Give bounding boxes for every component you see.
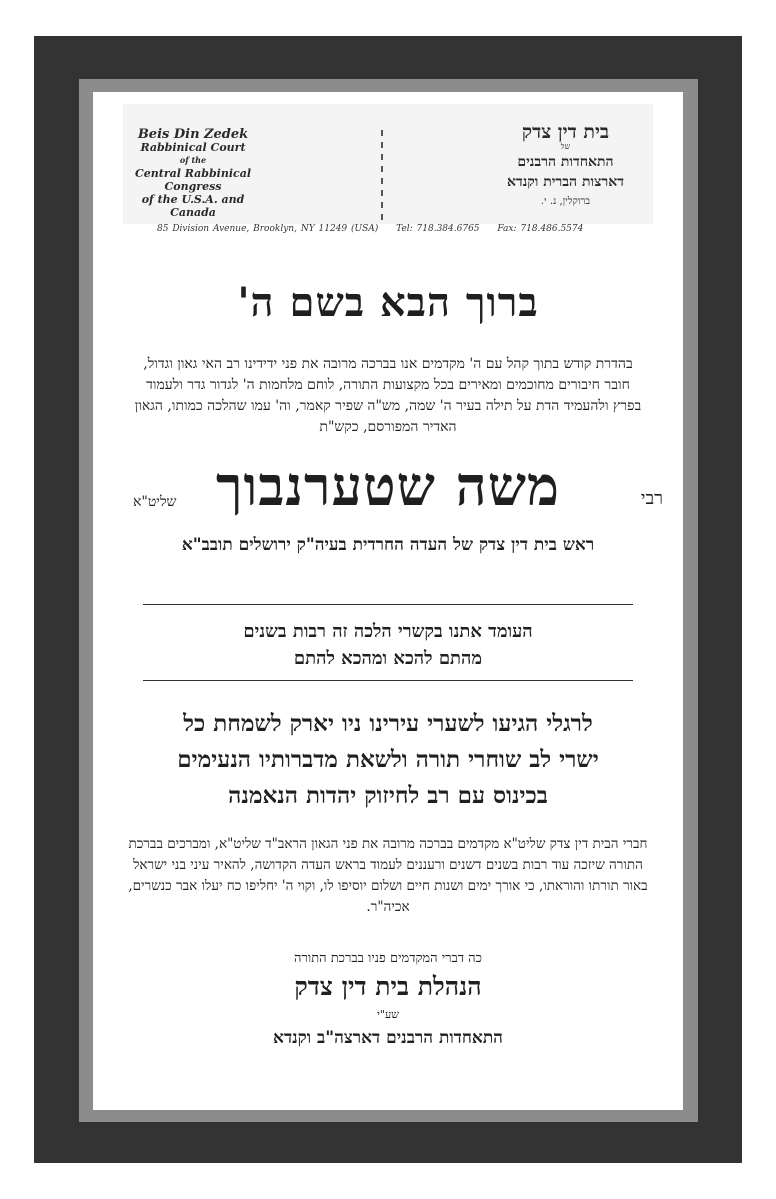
letterhead-contact <box>157 224 597 234</box>
divider-top <box>143 604 633 605</box>
welcome-line-3: בכינוס עם רב לחיזוק יהדות הנאמנה <box>228 782 548 809</box>
english-line-4: Central Rabbinical Congress <box>134 167 252 193</box>
address-text: 85 Division Avenue, Brooklyn, NY 11249 (USA) <box>157 224 379 234</box>
hebrew-line-2: של <box>560 142 571 151</box>
letterhead-divider <box>378 130 386 200</box>
english-line-1: Beis Din Zedek <box>137 127 249 142</box>
standing-block <box>93 618 683 672</box>
hebrew-line-3: התאחדות הרבנים <box>517 154 614 170</box>
phone-text: Tel: 718.384.6765 <box>396 224 480 234</box>
letterhead <box>123 104 653 224</box>
hebrew-line-4: דארצות הברית וקנדא <box>506 174 625 190</box>
welcome-block <box>133 706 643 814</box>
greeting-heading: ברוך הבא בשם ה' <box>237 279 539 326</box>
honoree-row <box>93 454 683 524</box>
hebrew-line-5: ברוקלין, נ. י. <box>540 196 591 207</box>
closing-line-3: שע"י <box>377 1008 399 1021</box>
intro-paragraph: בהדרת קודש בתוך קהל עם ה' מקדמים אנו בברכה מרובה את פני ידידינו רב האי גאון וגדול, חובר חיבורים מחוכמים ומאירים בכל מקצועות התורה, לוחם מלחמות ה' לגדור גדר ולעמוד בפרץ ולהעמיד הדת על תילה בעיר ה' שמה, מש"ה שפיר קאמר, וה' עמו שהלכה כמותו, הגאון האדיר המפורסם, כקש"ת <box>134 356 642 435</box>
english-line-5: of the U.S.A. and Canada <box>141 193 245 219</box>
standing-line-1: העומד אתנו בקשרי הלכה זה רבות בשנים <box>243 621 533 642</box>
welcome-line-2: ישרי לב שוחרי תורה ולשאת מדברותיו הנעימים <box>177 746 599 773</box>
english-line-3: of the <box>179 155 207 165</box>
divider-bottom <box>143 680 633 681</box>
honoree-prefix: רבי <box>640 488 663 509</box>
hebrew-line-1: בית דין צדק <box>521 121 610 143</box>
closing-signature: הנהלת בית דין צדק <box>294 972 482 1001</box>
english-line-2: Rabbinical Court <box>140 141 246 154</box>
letterhead-hebrew <box>478 122 653 212</box>
closing-organization: התאחדות הרבנים דארצה"ב וקנדא <box>273 1028 503 1048</box>
honoree-suffix: שליט"א <box>133 494 177 510</box>
welcome-line-1: לרגלי הגיעו לשערי עירינו ניו יארק לשמחת כל <box>183 710 593 737</box>
honoree-title: ראש בית דין צדק של העדה החרדית בעיה"ק ירושלים תובב"א <box>181 535 595 555</box>
document-page <box>93 92 683 1110</box>
fax-text: Fax: 718.486.5574 <box>497 224 584 234</box>
honoree-name: משה שטערנבוך <box>216 454 560 518</box>
closing-line-1: כה דברי המקדמים פניו בברכת התורה <box>294 951 482 966</box>
letterhead-english <box>123 128 263 219</box>
members-paragraph: חברי הבית דין צדק שליט"א מקדמים בברכה מרובה את פני הגאון הראב"ד שליט"א, ומברכים בברכת התורה שיזכה עוד רבות בשנים דשנים ורעננים לעמוד בראש העדה הקדושה, להאיר עיני בני ישראל באור תורתו והוראתו, כי אורך ימים ושנות חיים ושלום יוסיפו לו, וקוי ה' יחליפו כח יעלו אבר כנשרים, אכיה"ר. <box>128 836 648 915</box>
standing-line-2: מהתם להכא ומהכא להתם <box>293 648 483 669</box>
